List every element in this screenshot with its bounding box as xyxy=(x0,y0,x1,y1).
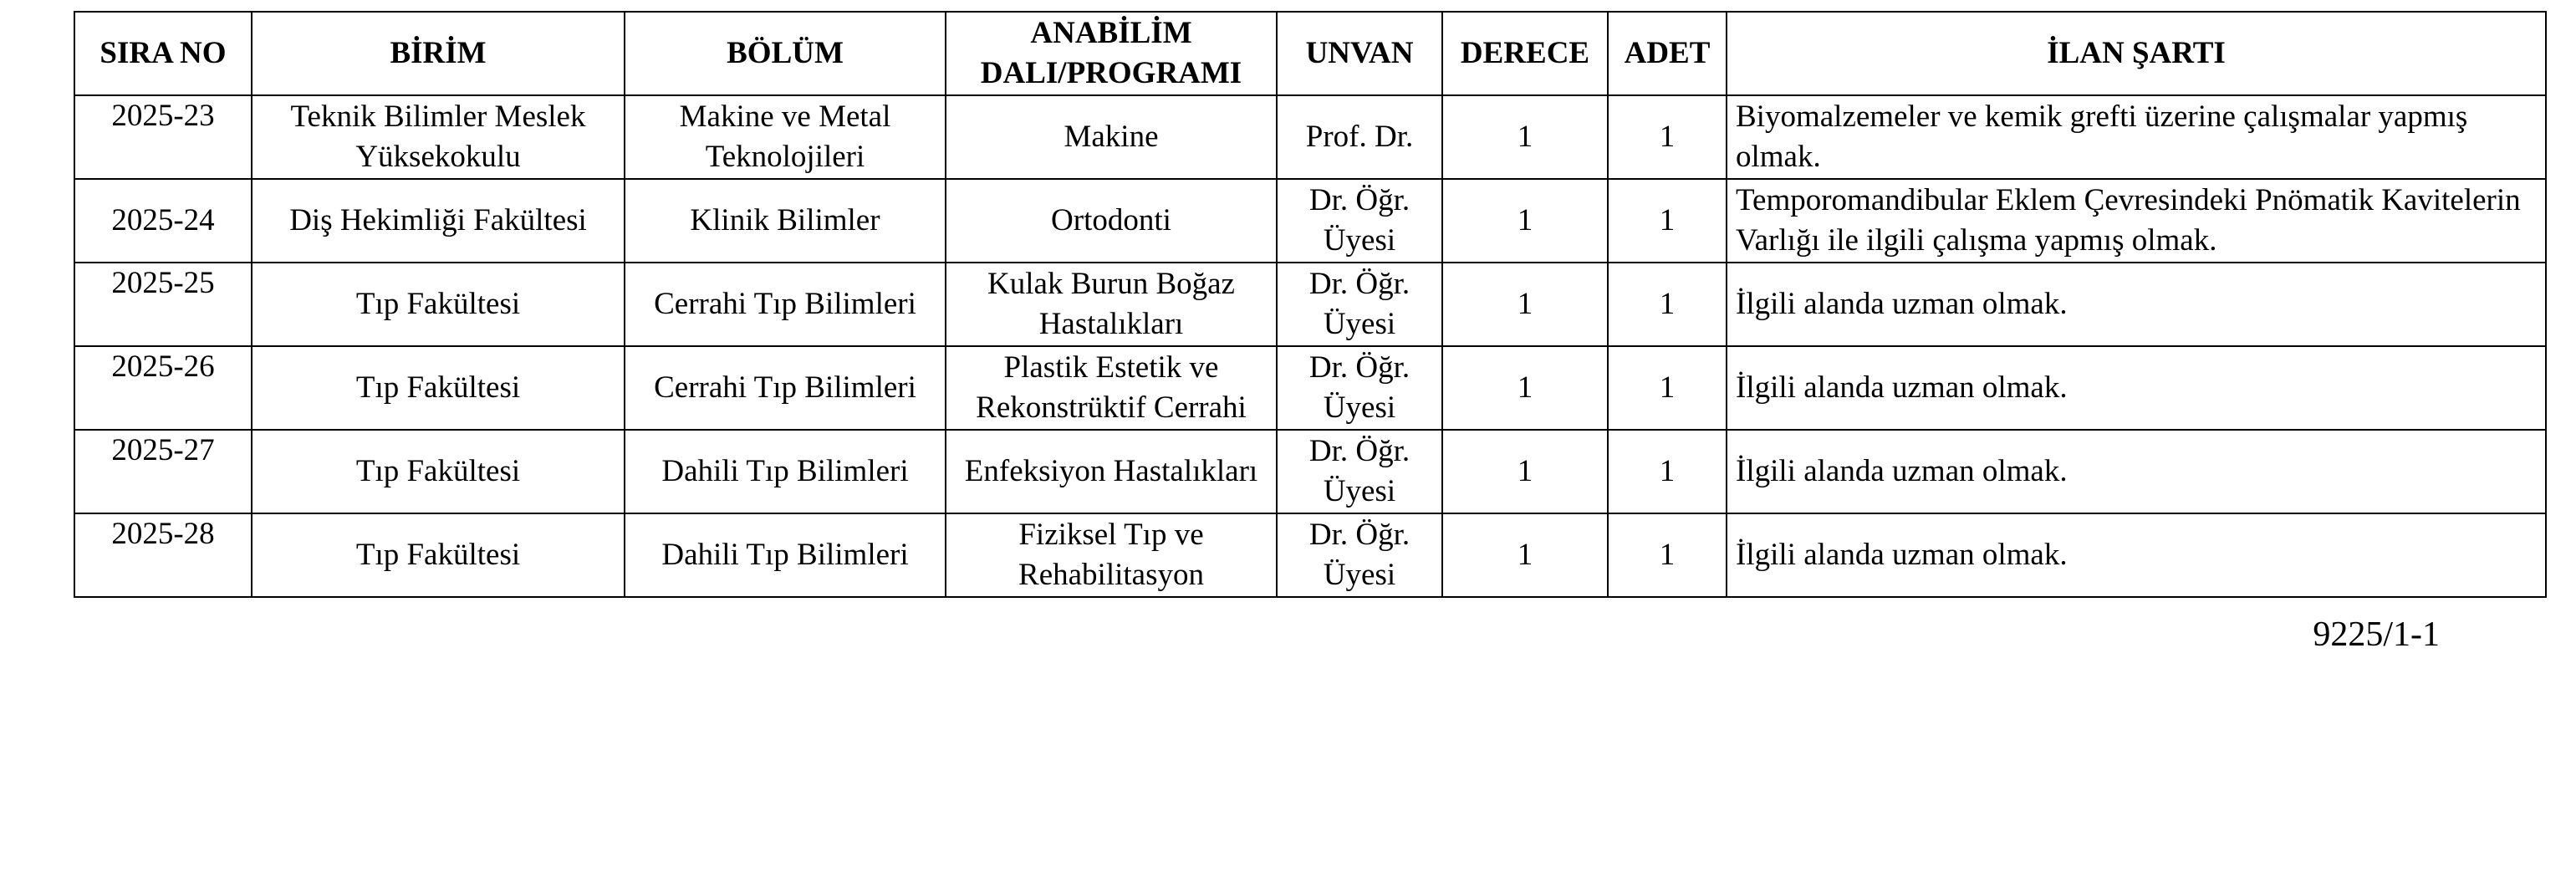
cell-ilan-sarti: Biyomalzemeler ve kemik grefti üzerine çalışmalar yapmış olmak. xyxy=(1727,95,2546,179)
table-row xyxy=(74,513,2546,597)
cell-birim: Tıp Fakültesi xyxy=(252,263,625,346)
cell-sira-no: 2025-23 xyxy=(74,95,252,179)
table-row xyxy=(74,346,2546,430)
header-derece: DERECE xyxy=(1442,12,1608,95)
header-anabilim: ANABİLİM DALI/PROGRAMI xyxy=(946,12,1277,95)
cell-adet: 1 xyxy=(1608,346,1727,430)
cell-unvan: Dr. Öğr. Üyesi xyxy=(1277,179,1442,263)
header-unvan: UNVAN xyxy=(1277,12,1442,95)
cell-sira-no: 2025-24 xyxy=(74,179,252,263)
header-row xyxy=(74,12,2546,95)
cell-bolum: Dahili Tıp Bilimleri xyxy=(625,430,946,513)
cell-sira-no: 2025-26 xyxy=(74,346,252,430)
cell-anabilim: Fiziksel Tıp ve Rehabilitasyon xyxy=(946,513,1277,597)
cell-adet: 1 xyxy=(1608,263,1727,346)
cell-birim: Tıp Fakültesi xyxy=(252,346,625,430)
cell-unvan: Dr. Öğr. Üyesi xyxy=(1277,513,1442,597)
cell-sira-no: 2025-27 xyxy=(74,430,252,513)
cell-anabilim: Kulak Burun Boğaz Hastalıkları xyxy=(946,263,1277,346)
table-row xyxy=(74,95,2546,179)
cell-derece: 1 xyxy=(1442,263,1608,346)
cell-anabilim: Makine xyxy=(946,95,1277,179)
cell-adet: 1 xyxy=(1608,95,1727,179)
cell-birim: Diş Hekimliği Fakültesi xyxy=(252,179,625,263)
cell-bolum: Makine ve Metal Teknolojileri xyxy=(625,95,946,179)
cell-derece: 1 xyxy=(1442,346,1608,430)
cell-adet: 1 xyxy=(1608,513,1727,597)
header-adet: ADET xyxy=(1608,12,1727,95)
header-birim: BİRİM xyxy=(252,12,625,95)
cell-derece: 1 xyxy=(1442,179,1608,263)
cell-adet: 1 xyxy=(1608,430,1727,513)
cell-ilan-sarti: Temporomandibular Eklem Çevresindeki Pnömatik Kavitelerin Varlığı ile ilgili çalışma yapmış olmak. xyxy=(1727,179,2546,263)
table-row xyxy=(74,263,2546,346)
table-row xyxy=(74,430,2546,513)
cell-birim: Teknik Bilimler Meslek Yüksekokulu xyxy=(252,95,625,179)
cell-derece: 1 xyxy=(1442,430,1608,513)
cell-ilan-sarti: İlgili alanda uzman olmak. xyxy=(1727,430,2546,513)
cell-derece: 1 xyxy=(1442,95,1608,179)
cell-derece: 1 xyxy=(1442,513,1608,597)
cell-ilan-sarti: İlgili alanda uzman olmak. xyxy=(1727,346,2546,430)
cell-birim: Tıp Fakültesi xyxy=(252,430,625,513)
page-reference-number: 9225/1-1 xyxy=(2313,615,2440,654)
header-bolum: BÖLÜM xyxy=(625,12,946,95)
table-row xyxy=(74,179,2546,263)
cell-bolum: Klinik Bilimler xyxy=(625,179,946,263)
cell-adet: 1 xyxy=(1608,179,1727,263)
header-ilan-sarti: İLAN ŞARTI xyxy=(1727,12,2546,95)
cell-ilan-sarti: İlgili alanda uzman olmak. xyxy=(1727,263,2546,346)
cell-bolum: Cerrahi Tıp Bilimleri xyxy=(625,263,946,346)
cell-anabilim: Enfeksiyon Hastalıkları xyxy=(946,430,1277,513)
header-sira-no: SIRA NO xyxy=(74,12,252,95)
cell-unvan: Dr. Öğr. Üyesi xyxy=(1277,430,1442,513)
cell-anabilim: Ortodonti xyxy=(946,179,1277,263)
cell-birim: Tıp Fakültesi xyxy=(252,513,625,597)
cell-sira-no: 2025-25 xyxy=(74,263,252,346)
cell-bolum: Dahili Tıp Bilimleri xyxy=(625,513,946,597)
cell-bolum: Cerrahi Tıp Bilimleri xyxy=(625,346,946,430)
cell-unvan: Dr. Öğr. Üyesi xyxy=(1277,346,1442,430)
cell-ilan-sarti: İlgili alanda uzman olmak. xyxy=(1727,513,2546,597)
job-announcement-table xyxy=(74,11,2547,598)
cell-anabilim: Plastik Estetik ve Rekonstrüktif Cerrahi xyxy=(946,346,1277,430)
cell-unvan: Prof. Dr. xyxy=(1277,95,1442,179)
cell-sira-no: 2025-28 xyxy=(74,513,252,597)
cell-unvan: Dr. Öğr. Üyesi xyxy=(1277,263,1442,346)
